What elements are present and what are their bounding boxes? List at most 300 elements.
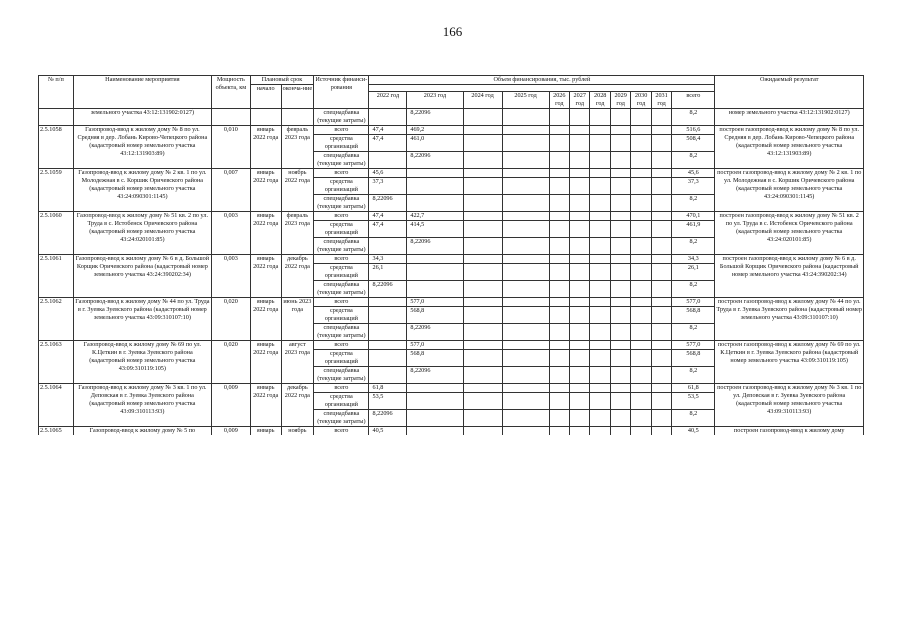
empty-year-cell <box>610 264 630 281</box>
empty-year-cell <box>502 384 549 393</box>
row-source: всего <box>314 212 369 221</box>
row-total: 508,4 <box>672 135 715 152</box>
empty-year-cell <box>570 324 590 341</box>
empty-year-cell <box>502 178 549 195</box>
row-end: август 2023 года <box>281 341 314 384</box>
empty-year-cell <box>549 212 569 221</box>
empty-year-cell <box>590 281 610 298</box>
empty-year-cell <box>502 221 549 238</box>
continuation-source: спецнадбавка (текущие затраты) <box>314 109 369 126</box>
row-total: 34,3 <box>672 255 715 264</box>
row-total: 8,2 <box>672 195 715 212</box>
row-name: Газопровод-ввод к жилому дому № 5 по <box>73 427 211 436</box>
row-y2023 <box>407 264 463 281</box>
continuation-total: 8,2 <box>672 109 715 126</box>
empty-year-cell <box>610 195 630 212</box>
row-y2022: 53,5 <box>369 393 407 410</box>
empty-year-cell <box>590 126 610 135</box>
empty-year-cell <box>570 238 590 255</box>
row-start: январь 2022 года <box>250 341 281 384</box>
empty-year-cell <box>463 255 502 264</box>
row-start: январь 2022 года <box>250 126 281 169</box>
empty-year-cell <box>502 367 549 384</box>
empty-year-cell <box>610 135 630 152</box>
empty-year-cell <box>651 298 671 307</box>
year-header: 2031 год <box>651 92 671 109</box>
row-result: построен газопровод-ввод к жилому дому № 6 в д. Большой Корщик Оричевского района (кадастровый номер земельного участка 43:24:390202:34) <box>715 255 864 298</box>
empty-year-cell <box>631 221 651 238</box>
row-total: 40,5 <box>672 427 715 436</box>
row-y2022: 61,8 <box>369 384 407 393</box>
empty-year-cell <box>463 341 502 350</box>
year-header: 2030 год <box>631 92 651 109</box>
row-y2022 <box>369 298 407 307</box>
row-result: построен газопровод-ввод к жилому дому № 2 кв. 1 по ул. Молодежная в с. Коршик Оричевского района (кадастровый номер земельного участка 43:24:090301:1145) <box>715 169 864 212</box>
table-row <box>39 341 864 350</box>
year-header: 2025 год <box>502 92 549 109</box>
empty-year-cell <box>651 212 671 221</box>
empty-year-cell <box>651 169 671 178</box>
col-volume-header: Объем финансирования, тыс. рублей <box>369 76 715 85</box>
empty-year-cell <box>570 281 590 298</box>
empty-year-cell <box>590 307 610 324</box>
row-y2023: 469,2 <box>407 126 463 135</box>
row-source: спецнадбавка (текущие затраты) <box>314 410 369 427</box>
empty-year-cell <box>631 169 651 178</box>
empty-year-cell <box>463 367 502 384</box>
empty-year-cell <box>590 212 610 221</box>
empty-year-cell <box>570 384 590 393</box>
empty-year-cell <box>549 152 569 169</box>
row-number: 2.5.1065 <box>39 427 74 436</box>
row-start: январь 2022 года <box>250 384 281 427</box>
empty-year-cell <box>631 255 651 264</box>
empty-year-cell <box>570 298 590 307</box>
row-y2022 <box>369 324 407 341</box>
empty-year-cell <box>549 307 569 324</box>
empty-year-cell <box>570 169 590 178</box>
empty-year-cell <box>502 298 549 307</box>
empty-year-cell <box>570 341 590 350</box>
empty-year-cell <box>570 255 590 264</box>
empty-year-cell <box>610 255 630 264</box>
row-end: декабрь 2022 года <box>281 384 314 427</box>
empty-year-cell <box>463 221 502 238</box>
empty-year-cell <box>463 212 502 221</box>
row-y2022 <box>369 341 407 350</box>
row-end: февраль 2023 года <box>281 126 314 169</box>
row-y2023 <box>407 393 463 410</box>
empty-year-cell <box>463 307 502 324</box>
empty-year-cell <box>651 350 671 367</box>
row-y2022 <box>369 367 407 384</box>
year-header: 2028 год <box>590 92 610 109</box>
empty-year-cell <box>590 238 610 255</box>
row-capacity: 0,009 <box>211 427 250 436</box>
year-header: 2029 год <box>610 92 630 109</box>
row-source: средства организаций <box>314 264 369 281</box>
empty-year-cell <box>502 393 549 410</box>
row-y2023: 577,0 <box>407 298 463 307</box>
empty-year-cell <box>502 324 549 341</box>
empty-year-cell <box>651 393 671 410</box>
row-total: 568,8 <box>672 307 715 324</box>
row-total: 53,5 <box>672 393 715 410</box>
empty-year-cell <box>549 324 569 341</box>
row-source: всего <box>314 126 369 135</box>
empty-year-cell <box>631 281 651 298</box>
row-y2022: 47,4 <box>369 221 407 238</box>
row-result: построен газопровод-ввод к жилому дому № 51 кв. 2 по ул. Труда в с. Истобенск Оричевского района (кадастровый номер земельного участка 43:24:020101:85) <box>715 212 864 255</box>
empty-year-cell <box>610 307 630 324</box>
empty-year-cell <box>570 195 590 212</box>
row-result: построен газопровод-ввод к жилому дому № 69 по ул. К.Цеткин в г. Зуевка Зуевского района (кадастровый номер земельного участка 43:09:310119:105) <box>715 341 864 384</box>
page-number: 166 <box>442 24 463 39</box>
empty-year-cell <box>502 135 549 152</box>
empty-year-cell <box>549 281 569 298</box>
empty-year-cell <box>631 427 651 436</box>
row-start: январь 2022 года <box>250 212 281 255</box>
empty-year-cell <box>463 178 502 195</box>
empty-year-cell <box>590 178 610 195</box>
col-name-header: Наименование мероприятия <box>73 76 211 109</box>
row-source: средства организаций <box>314 393 369 410</box>
col-end-header: оконча-ние <box>281 85 314 109</box>
row-total: 577,0 <box>672 341 715 350</box>
empty-year-cell <box>590 255 610 264</box>
empty-year-cell <box>631 126 651 135</box>
empty-year-cell <box>590 264 610 281</box>
empty-year-cell <box>502 152 549 169</box>
empty-year-cell <box>463 135 502 152</box>
col-start-header: начало <box>250 85 281 109</box>
empty-year-cell <box>610 384 630 393</box>
empty-year-cell <box>570 126 590 135</box>
row-total: 577,0 <box>672 298 715 307</box>
row-total: 37,3 <box>672 178 715 195</box>
empty-year-cell <box>610 367 630 384</box>
empty-year-cell <box>651 264 671 281</box>
empty-year-cell <box>590 384 610 393</box>
empty-year-cell <box>502 264 549 281</box>
row-y2022: 47,4 <box>369 212 407 221</box>
row-y2022: 8,22096 <box>369 410 407 427</box>
row-result: построен газопровод-ввод к жилому дому № 3 кв. 1 по ул. Деповская в г. Зуевка Зуевского района (кадастровый номер земельного участка 43:09:310113:93) <box>715 384 864 427</box>
empty-year-cell <box>651 221 671 238</box>
empty-year-cell <box>610 324 630 341</box>
empty-year-cell <box>590 152 610 169</box>
row-total: 8,2 <box>672 152 715 169</box>
empty-year-cell <box>631 410 651 427</box>
empty-year-cell <box>631 238 651 255</box>
continuation-name: земельного участка 43:12:131902:0127) <box>73 109 211 126</box>
row-y2022 <box>369 238 407 255</box>
empty-year-cell <box>502 341 549 350</box>
row-capacity: 0,007 <box>211 169 250 212</box>
empty-year-cell <box>502 410 549 427</box>
row-y2022: 40,5 <box>369 427 407 436</box>
empty-year-cell <box>570 152 590 169</box>
row-name: Газопровод-ввод к жилому дому № 8 по ул. Средняя в дер. Лобань Кирово-Чепецкого района (кадастровый номер земельного участка 43:12:131903:89) <box>73 126 211 169</box>
row-result: построен газопровод-ввод к жилому дому <box>715 427 864 436</box>
empty-year-cell <box>502 350 549 367</box>
empty-year-cell <box>610 178 630 195</box>
row-y2023 <box>407 178 463 195</box>
row-end: декабрь 2022 года <box>281 255 314 298</box>
row-total: 26,1 <box>672 264 715 281</box>
empty-year-cell <box>463 281 502 298</box>
table-row <box>39 298 864 307</box>
row-source: спецнадбавка (текущие затраты) <box>314 367 369 384</box>
row-source: всего <box>314 298 369 307</box>
financing-table <box>38 75 864 435</box>
empty-year-cell <box>610 126 630 135</box>
empty-year-cell <box>463 393 502 410</box>
empty-year-cell <box>651 384 671 393</box>
empty-year-cell <box>651 178 671 195</box>
empty-year-cell <box>570 264 590 281</box>
row-end: июнь 2023 года <box>281 298 314 341</box>
empty-year-cell <box>631 393 651 410</box>
empty-year-cell <box>610 169 630 178</box>
row-total: 516,6 <box>672 126 715 135</box>
empty-year-cell <box>549 298 569 307</box>
empty-year-cell <box>570 178 590 195</box>
empty-year-cell <box>549 384 569 393</box>
empty-year-cell <box>502 126 549 135</box>
empty-year-cell <box>631 307 651 324</box>
row-capacity: 0,010 <box>211 126 250 169</box>
year-header: 2026 год <box>549 92 569 109</box>
row-result: построен газопровод-ввод к жилому дому № 44 по ул. Труда в г. Зуевка Зуевского района (кадастровый номер земельного участка 43:09:310107:10) <box>715 298 864 341</box>
empty-year-cell <box>651 281 671 298</box>
table-row <box>39 255 864 264</box>
row-source: всего <box>314 427 369 436</box>
row-total: 568,8 <box>672 350 715 367</box>
row-source: средства организаций <box>314 178 369 195</box>
row-name: Газопровод-ввод к жилому дому № 69 по ул. К.Цеткин в г. Зуевка Зуевского района (кадастровый номер земельного участка 43:09:310119:105) <box>73 341 211 384</box>
empty-year-cell <box>549 126 569 135</box>
empty-year-cell <box>631 324 651 341</box>
empty-year-cell <box>590 350 610 367</box>
year-header: 2022 год <box>369 92 407 109</box>
empty-year-cell <box>549 178 569 195</box>
row-y2022: 34,3 <box>369 255 407 264</box>
row-y2023: 414,5 <box>407 221 463 238</box>
row-y2023: 568,8 <box>407 350 463 367</box>
empty-year-cell <box>463 264 502 281</box>
empty-year-cell <box>463 126 502 135</box>
empty-year-cell <box>463 350 502 367</box>
row-name: Газопровод-ввод к жилому дому № 6 в д. Большой Корщик Оричевского района (кадастровый номер земельного участка 43:24:390202:34) <box>73 255 211 298</box>
empty-year-cell <box>590 410 610 427</box>
empty-year-cell <box>463 410 502 427</box>
table-row <box>39 169 864 178</box>
row-source: средства организаций <box>314 135 369 152</box>
empty-year-cell <box>610 341 630 350</box>
empty-year-cell <box>610 410 630 427</box>
empty-year-cell <box>463 324 502 341</box>
empty-year-cell <box>651 135 671 152</box>
row-total: 8,2 <box>672 238 715 255</box>
empty-year-cell <box>502 212 549 221</box>
empty-year-cell <box>463 427 502 436</box>
empty-year-cell <box>570 221 590 238</box>
empty-year-cell <box>549 410 569 427</box>
row-y2023: 422,7 <box>407 212 463 221</box>
row-source: спецнадбавка (текущие затраты) <box>314 238 369 255</box>
empty-year-cell <box>631 367 651 384</box>
empty-year-cell <box>590 393 610 410</box>
row-total: 8,2 <box>672 324 715 341</box>
table-row <box>39 109 864 126</box>
row-source: спецнадбавка (текущие затраты) <box>314 195 369 212</box>
empty-year-cell <box>651 238 671 255</box>
empty-year-cell <box>502 281 549 298</box>
empty-year-cell <box>610 238 630 255</box>
empty-year-cell <box>502 427 549 436</box>
empty-year-cell <box>651 324 671 341</box>
empty-year-cell <box>651 255 671 264</box>
row-number: 2.5.1058 <box>39 126 74 169</box>
row-y2023 <box>407 169 463 178</box>
empty-year-cell <box>570 410 590 427</box>
volume-spacer <box>369 85 715 92</box>
empty-year-cell <box>549 393 569 410</box>
empty-year-cell <box>570 135 590 152</box>
table-row <box>39 384 864 393</box>
row-y2022 <box>369 152 407 169</box>
empty-year-cell <box>631 195 651 212</box>
empty-year-cell <box>651 307 671 324</box>
row-y2023: 568,8 <box>407 307 463 324</box>
empty-year-cell <box>651 152 671 169</box>
row-y2023 <box>407 255 463 264</box>
empty-year-cell <box>631 178 651 195</box>
row-start: январь <box>250 427 281 436</box>
empty-year-cell <box>590 367 610 384</box>
row-y2022: 26,1 <box>369 264 407 281</box>
empty-year-cell <box>570 307 590 324</box>
row-y2022: 47,4 <box>369 126 407 135</box>
row-number: 2.5.1059 <box>39 169 74 212</box>
empty-year-cell <box>570 212 590 221</box>
empty-year-cell <box>502 169 549 178</box>
row-number: 2.5.1060 <box>39 212 74 255</box>
empty-year-cell <box>610 152 630 169</box>
row-y2023: 8,22096 <box>407 152 463 169</box>
empty-year-cell <box>631 298 651 307</box>
row-start: январь 2022 года <box>250 169 281 212</box>
empty-year-cell <box>463 152 502 169</box>
empty-year-cell <box>549 367 569 384</box>
row-source: всего <box>314 384 369 393</box>
table-row <box>39 126 864 135</box>
empty-year-cell <box>590 169 610 178</box>
row-number: 2.5.1062 <box>39 298 74 341</box>
empty-year-cell <box>610 427 630 436</box>
empty-year-cell <box>590 298 610 307</box>
row-name: Газопровод-ввод к жилому дому № 2 кв. 1 по ул. Молодежная в с. Коршик Оричевского района (кадастровый номер земельного участка 43:24:090301:1145) <box>73 169 211 212</box>
year-header: 2024 год <box>463 92 502 109</box>
row-name: Газопровод-ввод к жилому дому № 3 кв. 1 по ул. Деповская в г. Зуевка Зуевского района (кадастровый номер земельного участка 43:09:310113:93) <box>73 384 211 427</box>
empty-year-cell <box>549 238 569 255</box>
empty-year-cell <box>549 350 569 367</box>
table-row <box>39 212 864 221</box>
continuation-y2023: 8,22096 <box>407 109 463 126</box>
empty-year-cell <box>549 221 569 238</box>
row-number: 2.5.1061 <box>39 255 74 298</box>
row-capacity: 0,009 <box>211 384 250 427</box>
empty-year-cell <box>651 126 671 135</box>
col-term-header: Плановый срок <box>250 76 313 85</box>
empty-year-cell <box>610 221 630 238</box>
row-y2022: 8,22096 <box>369 281 407 298</box>
empty-year-cell <box>463 195 502 212</box>
row-total: 8,2 <box>672 281 715 298</box>
row-end: февраль 2023 года <box>281 212 314 255</box>
empty-year-cell <box>549 264 569 281</box>
row-name: Газопровод-ввод к жилому дому № 51 кв. 2 по ул. Труда в с. Истобенск Оричевского района (кадастровый номер земельного участка 43:24:020101:85) <box>73 212 211 255</box>
empty-year-cell <box>463 238 502 255</box>
row-y2022: 37,3 <box>369 178 407 195</box>
empty-year-cell <box>590 195 610 212</box>
empty-year-cell <box>631 152 651 169</box>
row-y2023 <box>407 384 463 393</box>
col-no-header: № п/п <box>39 76 74 109</box>
empty-year-cell <box>590 221 610 238</box>
row-capacity: 0,020 <box>211 298 250 341</box>
row-y2023: 461,0 <box>407 135 463 152</box>
col-result-header: Ожидаемый результат <box>715 76 864 109</box>
row-source: спецнадбавка (текущие затраты) <box>314 324 369 341</box>
empty-year-cell <box>549 135 569 152</box>
row-source: средства организаций <box>314 221 369 238</box>
empty-year-cell <box>610 393 630 410</box>
row-source: всего <box>314 169 369 178</box>
row-source: всего <box>314 255 369 264</box>
row-total: 8,2 <box>672 367 715 384</box>
empty-year-cell <box>463 384 502 393</box>
empty-year-cell <box>651 410 671 427</box>
empty-year-cell <box>502 238 549 255</box>
row-total: 61,8 <box>672 384 715 393</box>
row-end: ноябрь <box>281 427 314 436</box>
empty-year-cell <box>549 255 569 264</box>
empty-year-cell <box>610 298 630 307</box>
empty-year-cell <box>631 135 651 152</box>
row-y2022 <box>369 350 407 367</box>
row-y2022: 47,4 <box>369 135 407 152</box>
total-header: всего <box>672 92 715 109</box>
empty-year-cell <box>549 341 569 350</box>
row-y2023 <box>407 195 463 212</box>
row-y2022: 45,6 <box>369 169 407 178</box>
empty-year-cell <box>570 367 590 384</box>
row-source: средства организаций <box>314 350 369 367</box>
row-y2022 <box>369 307 407 324</box>
empty-year-cell <box>610 212 630 221</box>
empty-year-cell <box>549 169 569 178</box>
empty-year-cell <box>610 281 630 298</box>
empty-year-cell <box>570 350 590 367</box>
col-source-header: Источник финанси-рования <box>314 76 369 109</box>
row-total: 45,6 <box>672 169 715 178</box>
empty-year-cell <box>631 264 651 281</box>
row-y2023: 577,0 <box>407 341 463 350</box>
empty-year-cell <box>549 195 569 212</box>
row-y2023: 8,22096 <box>407 324 463 341</box>
